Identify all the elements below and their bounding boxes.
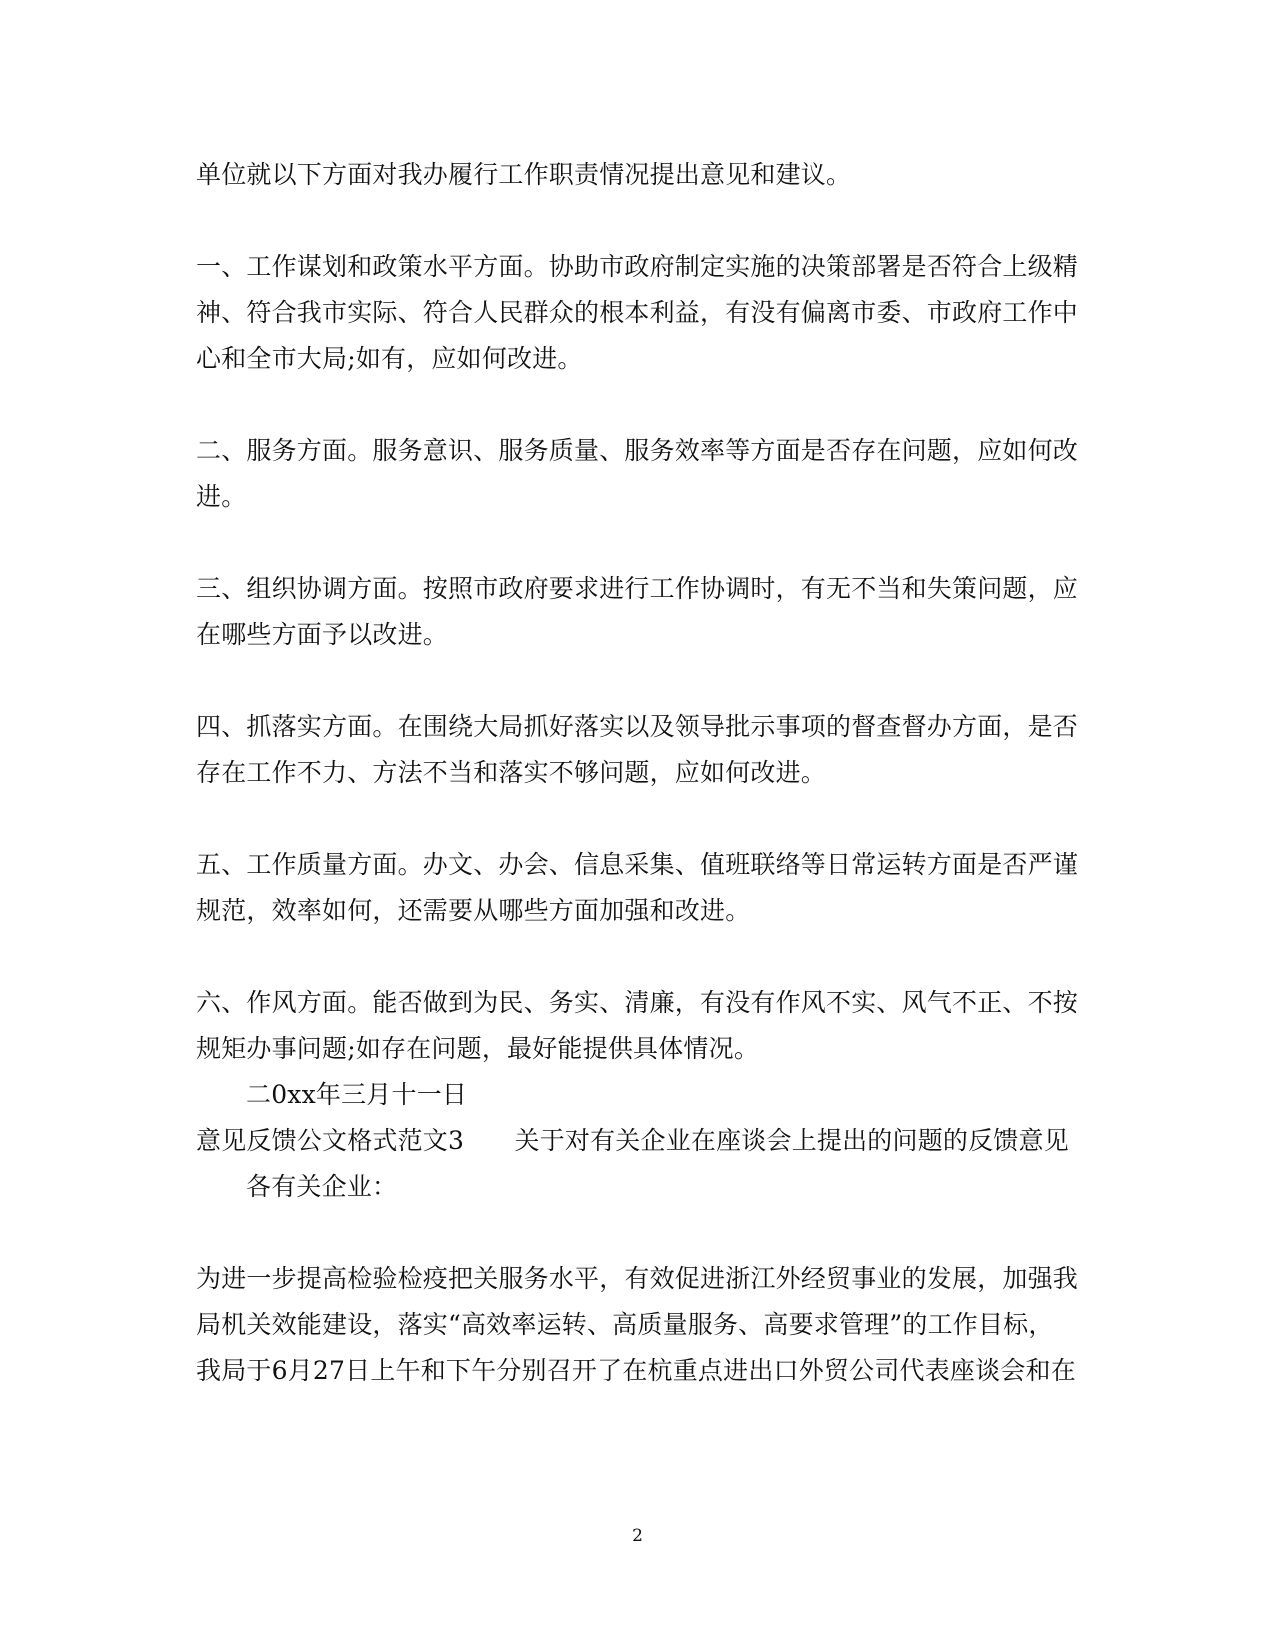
paragraph-line: 五、工作质量方面。办文、办会、信息采集、值班联络等日常运转方面是否严谨 — [196, 850, 1079, 879]
salutation: 各有关企业： — [246, 1172, 398, 1201]
paragraph-line: 局机关效能建设，落实“高效率运转、高质量服务、高要求管理”的工作目标， — [196, 1310, 1054, 1339]
paragraph-line: 我局于6月27日上午和下午分别召开了在杭重点进出口外贸公司代表座谈会和在 — [196, 1356, 1076, 1385]
paragraph-line: 神、符合我市实际、符合人民群众的根本利益，有没有偏离市委、市政府工作中 — [196, 298, 1079, 327]
paragraph-line: 心和全市大局;如有，应如何改进。 — [196, 344, 583, 373]
section-heading: 意见反馈公文格式范文3 关于对有关企业在座谈会上提出的问题的反馈意见 — [196, 1126, 1069, 1155]
paragraph-line: 在哪些方面予以改进。 — [196, 620, 449, 649]
paragraph-line: 二、服务方面。服务意识、服务质量、服务效率等方面是否存在问题，应如何改 — [196, 436, 1079, 465]
date-line: 二0xx年三月十一日 — [246, 1080, 468, 1109]
paragraph-line: 四、抓落实方面。在围绕大局抓好落实以及领导批示事项的督查督办方面，是否 — [196, 712, 1079, 741]
paragraph-line: 存在工作不力、方法不当和落实不够问题，应如何改进。 — [196, 758, 827, 787]
paragraph-line: 三、组织协调方面。按照市政府要求进行工作协调时，有无不当和失策问题，应 — [196, 574, 1079, 603]
paragraph-line: 单位就以下方面对我办履行工作职责情况提出意见和建议。 — [196, 160, 852, 189]
paragraph-line: 规矩办事问题;如存在问题，最好能提供具体情况。 — [196, 1034, 760, 1063]
paragraph-line: 进。 — [196, 482, 247, 511]
paragraph-line: 规范，效率如何，还需要从哪些方面加强和改进。 — [196, 896, 751, 925]
paragraph-line: 一、工作谋划和政策水平方面。协助市政府制定实施的决策部署是否符合上级精 — [196, 252, 1079, 281]
paragraph-line: 为进一步提高检验检疫把关服务水平，有效促进浙江外经贸事业的发展，加强我 — [196, 1264, 1079, 1293]
paragraph-line: 六、作风方面。能否做到为民、务实、清廉，有没有作风不实、风气不正、不按 — [196, 988, 1079, 1017]
page-number: 2 — [632, 1526, 643, 1546]
